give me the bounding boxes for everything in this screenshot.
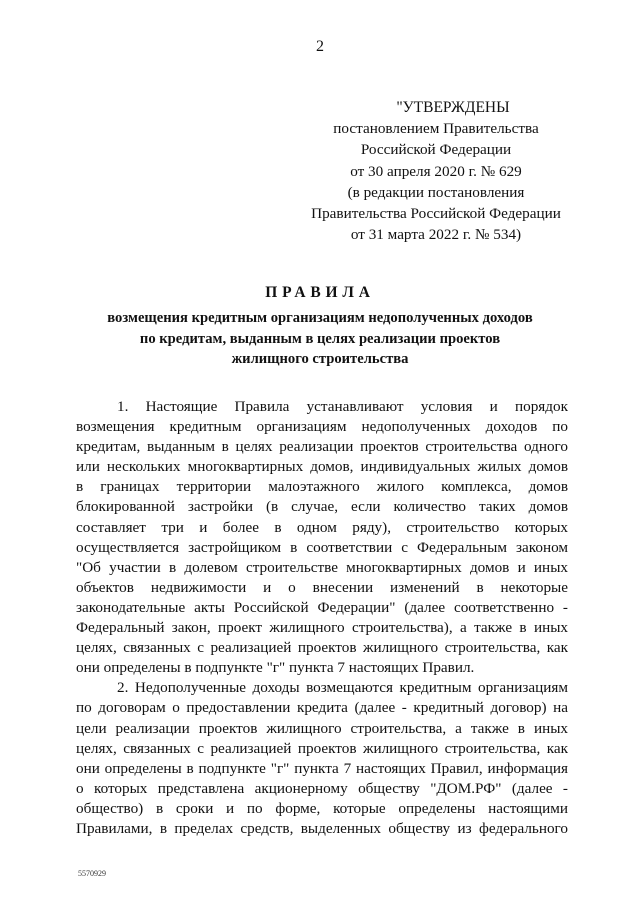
paragraph-1-line: целях, связанных с реализацией проектов жилищного строительства, как xyxy=(76,639,568,657)
paragraph-1-line: объектов недвижимости и о внесении изменений в некоторые xyxy=(76,578,568,596)
paragraph-2-line: Правилами, в пределах средств, выделенных обществу из федерального xyxy=(76,819,568,837)
subtitle-line: возмещения кредитным организациям недополученных доходов xyxy=(107,310,533,326)
document-code: 5570929 xyxy=(78,869,106,878)
paragraph-1-line: 1. Настоящие Правила устанавливают условия и порядок xyxy=(117,398,568,415)
paragraph-1-line: составляет три и более в одном ряду), строительство которых xyxy=(76,518,568,536)
paragraph-2-line: общество) в сроки и по форме, которые определены настоящими xyxy=(76,799,568,817)
paragraph-1-line: законодательные акты Российской Федерации" (далее соответственно - xyxy=(76,598,568,616)
approval-block xyxy=(300,97,572,245)
paragraph-1-line: "Об участии в долевом строительстве многоквартирных домов и иных xyxy=(76,558,568,576)
document-subtitle xyxy=(60,308,580,370)
paragraph-1-line: или нескольких многоквартирных домов, индивидуальных жилых домов xyxy=(76,458,568,476)
page-number: 2 xyxy=(316,38,324,55)
approval-line: от 30 апреля 2020 г. № 629 xyxy=(350,162,522,180)
document-title: ПРАВИЛА xyxy=(265,284,375,301)
paragraph-2-line: они определены в подпункте "г" пункта 7 настоящих Правил, информация xyxy=(76,759,568,777)
approval-line: (в редакции постановления xyxy=(347,183,525,201)
paragraph-1-line: кредитам, выданным в целях реализации проектов строительства одного xyxy=(76,438,568,456)
paragraph-1-line: в границах территории малоэтажного жилого комплекса, домов xyxy=(76,478,568,496)
paragraph-2-line: 2. Недополученные доходы возмещаются кредитным организациям xyxy=(117,679,568,697)
paragraph-1-line: осуществляется застройщиком в соответствии с Федеральным законом xyxy=(76,538,568,556)
subtitle-line: по кредитам, выданным в целях реализации проектов xyxy=(139,330,501,347)
paragraph-1-line: они определены в подпункте "г" пункта 7 настоящих Правил. xyxy=(76,659,475,677)
paragraph-2-line: по договорам о предоставлении кредита (далее - кредитный договор) на xyxy=(76,699,568,717)
approval-line: Правительства Российской Федерации xyxy=(311,205,561,223)
approval-line: от 31 марта 2022 г. № 534) xyxy=(350,226,522,244)
subtitle-line: жилищного строительства xyxy=(231,351,409,367)
approval-line: "УТВЕРЖДЕНЫ xyxy=(396,99,510,116)
paragraph-1-line: возмещения кредитным организациям недополученных доходов по xyxy=(76,418,568,436)
approval-line: Российской Федерации xyxy=(360,141,512,159)
paragraph-2-line: цели реализации проектов жилищного строительства, а также в иных xyxy=(76,719,568,737)
paragraph-1-line: Федеральный закон, проект жилищного строительства), а также в иных xyxy=(76,619,568,637)
approval-line: постановлением Правительства xyxy=(333,120,539,138)
paragraph-2-line: целях, связанных с реализацией проектов жилищного строительства, как xyxy=(76,739,568,757)
paragraph-2-line: о которых представлена акционерному обществу "ДОМ.РФ" (далее - xyxy=(76,779,568,797)
document-body xyxy=(76,397,568,839)
paragraph-1-line: блокированной застройки (в случае, если количество таких домов xyxy=(76,498,568,516)
